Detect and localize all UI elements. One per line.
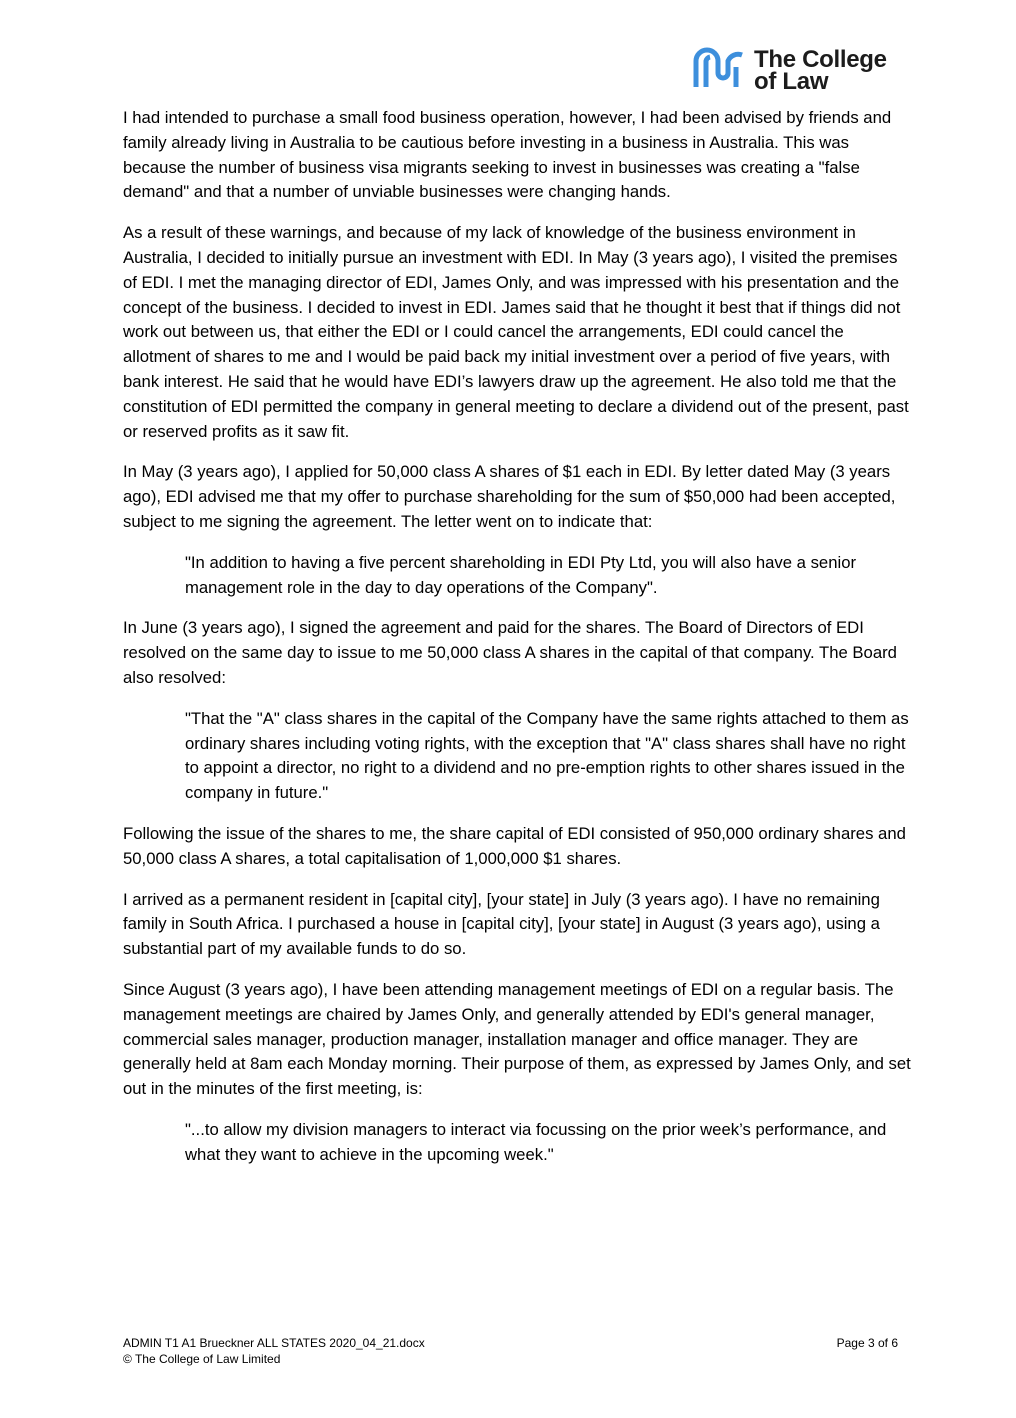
block-quote: "In addition to having a five percent shareholding in EDI Pty Ltd, you will also have a senior management role in the day to day operations of the Company".: [185, 552, 857, 597]
block-quote: "That the "A" class shares in the capital of the Company have the same rights attached to them as ordinary shares including voting rights, with the exception that "A" class shares shall have no right to appoint a director, no right to a dividend and no pre-emption rights to other shares issued in the company in future.": [185, 708, 909, 803]
paragraph: I had intended to purchase a small food business operation, however, I had been advised by friends and family already living in Australia to be cautious before investing in a business in Australia. This was because the number of business visa migrants seeking to invest in businesses was creating a "false demand" and that a number of unviable businesses were changing hands.: [123, 108, 892, 202]
paragraph: Following the issue of the shares to me, the share capital of EDI consisted of 950,000 ordinary shares and 50,000 class A shares, a total capitalisation of 1,000,000 $1 shares.: [123, 823, 906, 868]
college-of-law-logo-icon: [692, 43, 744, 89]
paragraph: I arrived as a permanent resident in [capital city], [your state] in July (3 years ago). I have no remaining family in South Africa. I purchased a house in [capital city], [your state] in August (3 years ago), using a substantial part of my available funds to do so.: [123, 889, 880, 959]
footer-copyright: © The College of Law Limited: [123, 1352, 281, 1366]
document-body: [123, 106, 913, 1183]
block-quote: "...to allow my division managers to interact via focussing on the prior week’s performance, and what they want to achieve in the upcoming week.": [185, 1119, 887, 1164]
page-number: Page 3 of 6: [836, 1336, 898, 1350]
page-footer: [123, 1335, 898, 1367]
logo-line-2: of Law: [754, 68, 829, 95]
logo-line-1: The College: [754, 46, 887, 73]
footer-filename: ADMIN T1 A1 Brueckner ALL STATES 2020_04_21.docx: [123, 1336, 425, 1350]
header-logo: [692, 40, 912, 96]
paragraph: In June (3 years ago), I signed the agreement and paid for the shares. The Board of Directors of EDI resolved on the same day to issue to me 50,000 class A shares in the capital of that company. The Board also resolved:: [123, 618, 897, 687]
paragraph: Since August (3 years ago), I have been attending management meetings of EDI on a regular basis. The management meetings are chaired by James Only, and generally attended by EDI's general manager, commercial sales manager, production manager, installation manager and office manager. They are generally held at 8am each Monday morning. Their purpose of them, as expressed by James Only, and set out in the minutes of the first meeting, is:: [123, 979, 911, 1099]
paragraph: In May (3 years ago), I applied for 50,000 class A shares of $1 each in EDI. By letter dated May (3 years ago), EDI advised me that my offer to purchase shareholding for the sum of $50,000 had been accepted, subject to me signing the agreement. The letter went on to indicate that:: [123, 462, 896, 531]
logo-wordmark: [754, 46, 887, 95]
paragraph: As a result of these warnings, and because of my lack of knowledge of the business environment in Australia, I decided to initially pursue an investment with EDI. In May (3 years ago), I visited the premises of EDI. I met the managing director of EDI, James Only, and was impressed with his presentation and the concept of the business. I decided to invest in EDI. James said that he thought it best that if things did not work out between us, that either the EDI or I could cancel the arrangements, EDI could cancel the allotment of shares to me and I would be paid back my initial investment over a period of five years, with bank interest. He said that he would have EDI’s lawyers draw up the agreement. He also told me that the constitution of EDI permitted the company in general meeting to declare a dividend out of the present, past or reserved profits as it saw fit.: [123, 223, 909, 441]
